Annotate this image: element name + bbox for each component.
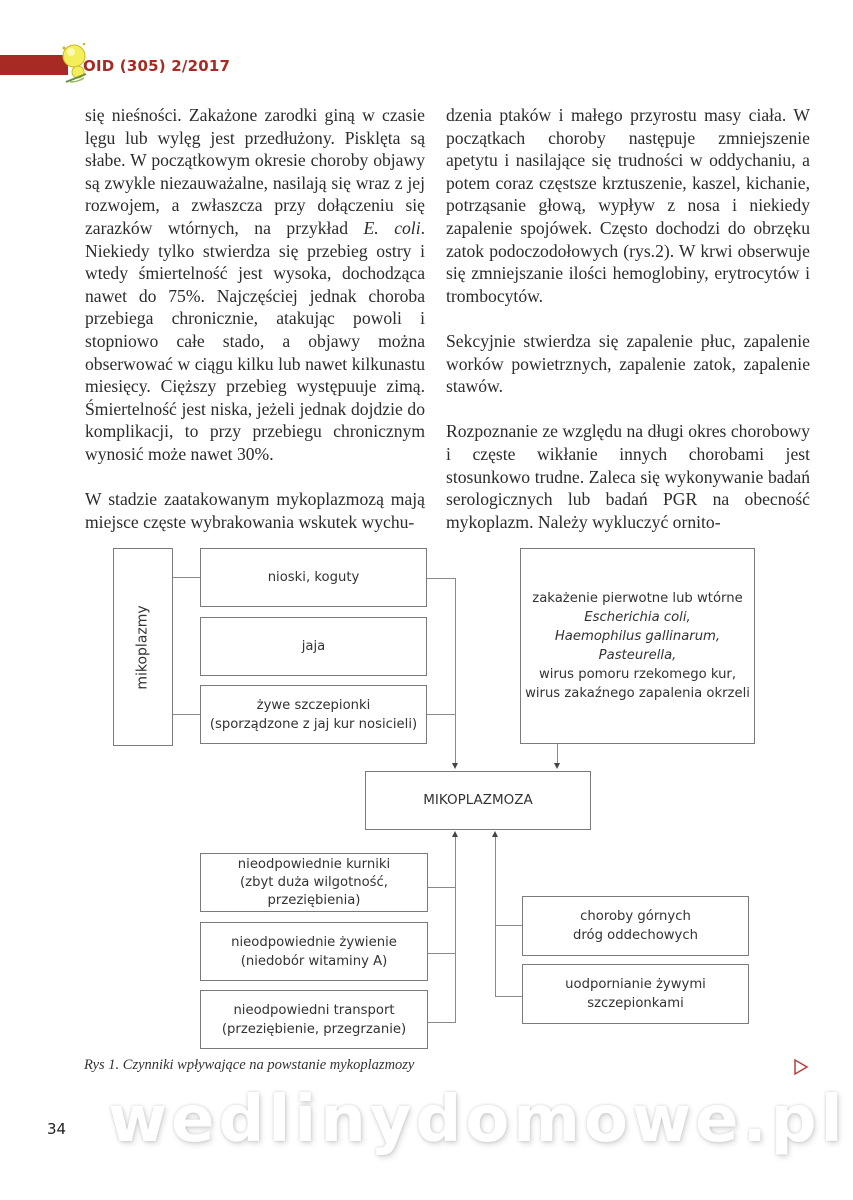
box-text: nioski, koguty <box>267 570 360 585</box>
box-text: zakażenie pierwotne lub wtórne <box>532 591 743 606</box>
connector-line <box>428 953 455 954</box>
source-box-mikoplazmy <box>113 548 173 746</box>
env-item-box <box>200 853 428 912</box>
connector-line <box>427 578 455 579</box>
connector-line <box>557 744 558 764</box>
env-item-box <box>200 922 428 981</box>
paragraph <box>85 104 425 466</box>
box-text: choroby górnych <box>580 909 691 924</box>
source-item-box <box>200 617 427 676</box>
article-right-column <box>446 104 810 533</box>
arrow-down-icon <box>452 763 458 769</box>
center-box-mikoplazmoza <box>365 771 591 830</box>
connector-line <box>495 996 522 997</box>
box-text: (przeziębienie, przegrzanie) <box>221 1021 407 1037</box>
connector-line <box>173 577 200 578</box>
text: . Niekiedy tylko stwierdza się przebieg ostry i wtedy śmiertelność jest wysoka, dochodząca nawet do 75%. Najczęściej jednak choroba przebiega chronicznie, atakując powoli i stopniowo całe stado, a objawy można obserwować w ciągu kilku lub nawet kilkunastu miesięcy. Cięższy przebieg występuuje zimą. Śmiertelność jest niska, jeżeli jednak dojdzie do komplikacji, to przy przebiegu chronicznym wynosić może nawet 30%. <box>85 217 425 464</box>
pathogen-name: Haemophilus gallinarum, <box>554 629 721 644</box>
source-item-box <box>200 685 427 744</box>
source-label: mikoplazmy <box>134 604 151 690</box>
next-page-arrow-icon[interactable] <box>793 1058 809 1076</box>
health-item-box <box>522 896 749 956</box>
paragraph: W stadzie zaatakowanym mykoplazmozą mają miejsce częste wybrakowania wskutek wychu- <box>85 489 425 532</box>
arrow-up-icon <box>452 831 458 837</box>
connector-line <box>428 1022 455 1023</box>
box-text: nieodpowiednie kurniki <box>237 856 391 872</box>
env-item-box <box>200 990 428 1049</box>
box-text: (niedobór witaminy A) <box>240 953 388 969</box>
box-text: wirus zakaźnego zapalenia okrzeli <box>525 686 750 701</box>
box-text: wirus pomoru rzekomego kur, <box>538 667 737 682</box>
box-text: żywe szczepionki <box>256 697 371 713</box>
box-text: szczepionkami <box>587 996 684 1011</box>
connector-line <box>455 836 456 1023</box>
connector-line <box>455 578 456 764</box>
box-text: dróg oddechowych <box>573 928 698 943</box>
box-text: nieodpowiedni transport <box>233 1002 395 1018</box>
page-number: 34 <box>47 1120 67 1138</box>
center-label: MIKOPLAZMOZA <box>423 792 533 808</box>
arrow-up-icon <box>492 831 498 837</box>
box-text: jaja <box>301 639 326 654</box>
box-text: nieodpowiednie żywienie <box>231 934 397 950</box>
connector-line <box>427 714 455 715</box>
text: się nieśności. Zakażone zarodki giną w czasie lęgu lub wylęg jest przedłużony. Pisklęta są słabe. W początkowym okresie choroby objawy są zwykle niezauważalne, nasilają się wraz z jej rozwojem, a zwłaszcza przy dołączeniu się zarazków wtórnych, na przykład <box>85 105 425 238</box>
connector-line <box>428 887 455 888</box>
box-text: (sporządzone z jaj kur nosicieli) <box>209 716 418 732</box>
connector-line <box>495 925 522 926</box>
connector-line <box>173 714 200 715</box>
health-item-box <box>522 964 749 1024</box>
pathogen-name: Escherichia coli, <box>584 610 691 625</box>
watermark: wedlinydomowe.pl <box>108 1083 847 1157</box>
figure-caption: Rys 1. Czynniki wpływające na powstanie mykoplazmozy <box>84 1057 415 1073</box>
box-text: uodpornianie żywymi <box>565 977 706 992</box>
paragraph: Rozpoznanie ze względu na długi okres chorobowy i częste wikłanie innych chorobami jest stosunkowo trudne. Zaleca się wykonywanie badań serologicznych lub badań PGR na obecność mykoplazm. Należy wykluczyć ornito- <box>446 421 810 532</box>
italic-term: E. coli <box>363 217 421 238</box>
source-item-box <box>200 548 427 607</box>
paragraph: dzenia ptaków i małego przyrostu masy ciała. W początkach choroby następuje zmniejszenie apetytu i nasilające się trudności w oddychaniu, a potem coraz częstsze krztuszenie, kaszel, kichanie, potrząsanie głową, wypływ z nosa i niekiedy zapalenie spojówek. Często dochodzi do obrzęku zatok podoczodołowych (rys.2). W krwi obserwuje się zmniejszanie ilości hemoglobiny, erytrocytów i trombocytów. <box>446 105 810 306</box>
pathogen-name: Pasteurella, <box>598 648 677 663</box>
article-left-column <box>85 104 425 533</box>
infection-box <box>520 548 755 744</box>
box-text: (zbyt duża wilgotność, <box>240 874 388 890</box>
journal-issue-title: OID (305) 2/2017 <box>83 57 231 75</box>
paragraph: Sekcyjnie stwierdza się zapalenie płuc, zapalenie worków powietrznych, zapalenie zatok, zapalenie stawów. <box>446 330 810 397</box>
connector-line <box>495 836 496 997</box>
arrow-down-icon <box>554 763 560 769</box>
box-text: przeziębienia) <box>267 892 361 908</box>
